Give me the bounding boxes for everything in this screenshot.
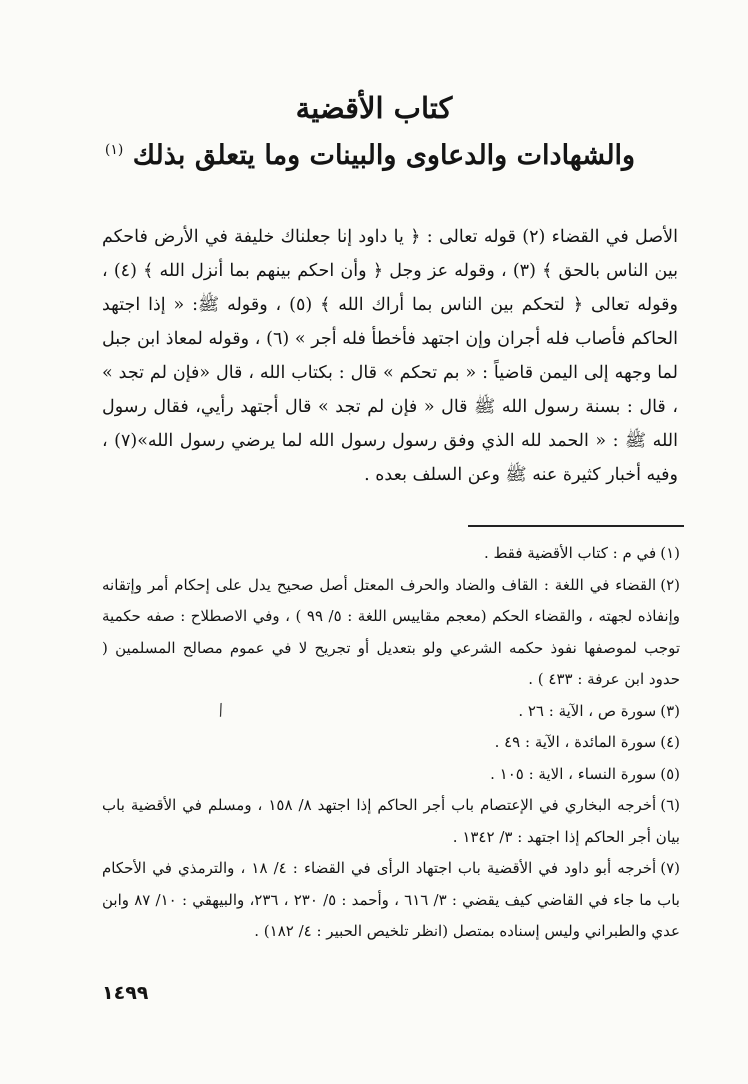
footnote-number: (٤) — [660, 733, 680, 751]
footnote-6 — [102, 790, 680, 853]
footnote-7 — [102, 853, 680, 948]
footnote-text: سورة المائدة ، الآية : ٤٩ . — [494, 733, 657, 751]
main-text — [102, 220, 678, 492]
chapter-subtitle — [60, 130, 680, 176]
footnote-text: سورة النساء ، الاية : ١٠٥ . — [490, 764, 657, 783]
footnotes — [102, 538, 680, 948]
footnote-number: (١) — [660, 544, 680, 562]
title-footnote-ref: (١) — [104, 142, 124, 158]
footnote-number: (٣) — [660, 701, 680, 720]
chapter-subtitle-text: والشهادات والدعاوى والبينات وما يتعلق بذلك — [132, 140, 636, 171]
footnote-3 — [102, 696, 680, 728]
footnote-1 — [102, 538, 680, 570]
footnote-4 — [102, 727, 680, 759]
pen-mark: / — [215, 699, 226, 720]
page-number: ١٤٩٩ — [102, 982, 149, 1004]
chapter-title-text: كتاب الأقضية — [295, 91, 453, 125]
footnote-text: سورة ص ، الآية : ٢٦ . — [518, 701, 657, 720]
footnote-2 — [102, 570, 680, 696]
main-paragraph: الأصل في القضاء (٢) قوله تعالى : ﴿ يا داود إنا جعلناك خليفة في الأرض فاحكم بين الناس بالحق ﴾ (٣) ، وقوله عز وجل ﴿ وأن احكم بينهم بما أنزل الله ﴾ (٤) ، وقوله تعالى ﴿ لتحكم بين الناس بما أراك الله ﴾ (٥) ، وقوله ﷺ: « إذا اجتهد الحاكم فأصاب فله أجران وإن اجتهد فأخطأ فله أجر » (٦) ، وقوله لمعاذ ابن جبل لما وجهه إلى اليمن قاضياً : « بم تحكم » قال : بكتاب الله ، قال «فإن لم تجد » ، قال : بسنة رسول الله ﷺ قال « فإن لم تجد » قال أجتهد رأيي، فقال رسول الله ﷺ : « الحمد لله الذي وفق رسول رسول الله لما يرضي رسول الله»(٧) ، وفيه أخبار كثيرة عنه ﷺ وعن السلف بعده . — [102, 227, 678, 485]
footnote-separator — [468, 525, 684, 527]
footnote-text: أخرجه أبو داود في الأقضية باب اجتهاد الرأى في القضاء : ٤/ ١٨ ، والترمذي في الأحكام باب ما جاء في القاضي كيف يقضي : ٣/ ٦١٦ ، وأحمد : ٥/ ٢٣٠ ، ٢٣٦، والبيهقي : ١٠/ ٨٧ وابن عدي والطبراني وليس إسناده بمتصل (انظر تلخيص الحبير : ٤/ ١٨٢) . — [102, 859, 680, 940]
footnote-number: (٥) — [660, 764, 680, 783]
footnote-text: في م : كتاب الأقضية فقط . — [484, 544, 657, 562]
chapter-title — [0, 88, 748, 128]
footnote-number: (٦) — [660, 796, 680, 814]
footnote-text: أخرجه البخاري في الإعتصام باب أجر الحاكم إذا اجتهد ٨/ ١٥٨ ، ومسلم في الأقضية باب بيان أجر الحاكم إذا اجتهد : ٣/ ١٣٤٢ . — [102, 796, 680, 846]
footnote-text: القضاء في اللغة : القاف والضاد والحرف المعتل أصل صحيح يدل على إحكام أمر وإتقانه وإنفاذه لجهته ، والقضاء الحكم (معجم مقاييس اللغة : ٥/ ٩٩ ) ، وفي الاصطلاح : صفه حكمية توجب لموصفها نفوذ حكمه الشرعي ولو بتعديل أو تجريح لا في عموم مصالح المسلمين ( حدود ابن عرفة : ٤٣٣ ) . — [102, 575, 680, 688]
footnote-number: (٢) — [660, 575, 680, 594]
footnote-number: (٧) — [660, 859, 681, 877]
footnote-5 — [102, 759, 680, 791]
